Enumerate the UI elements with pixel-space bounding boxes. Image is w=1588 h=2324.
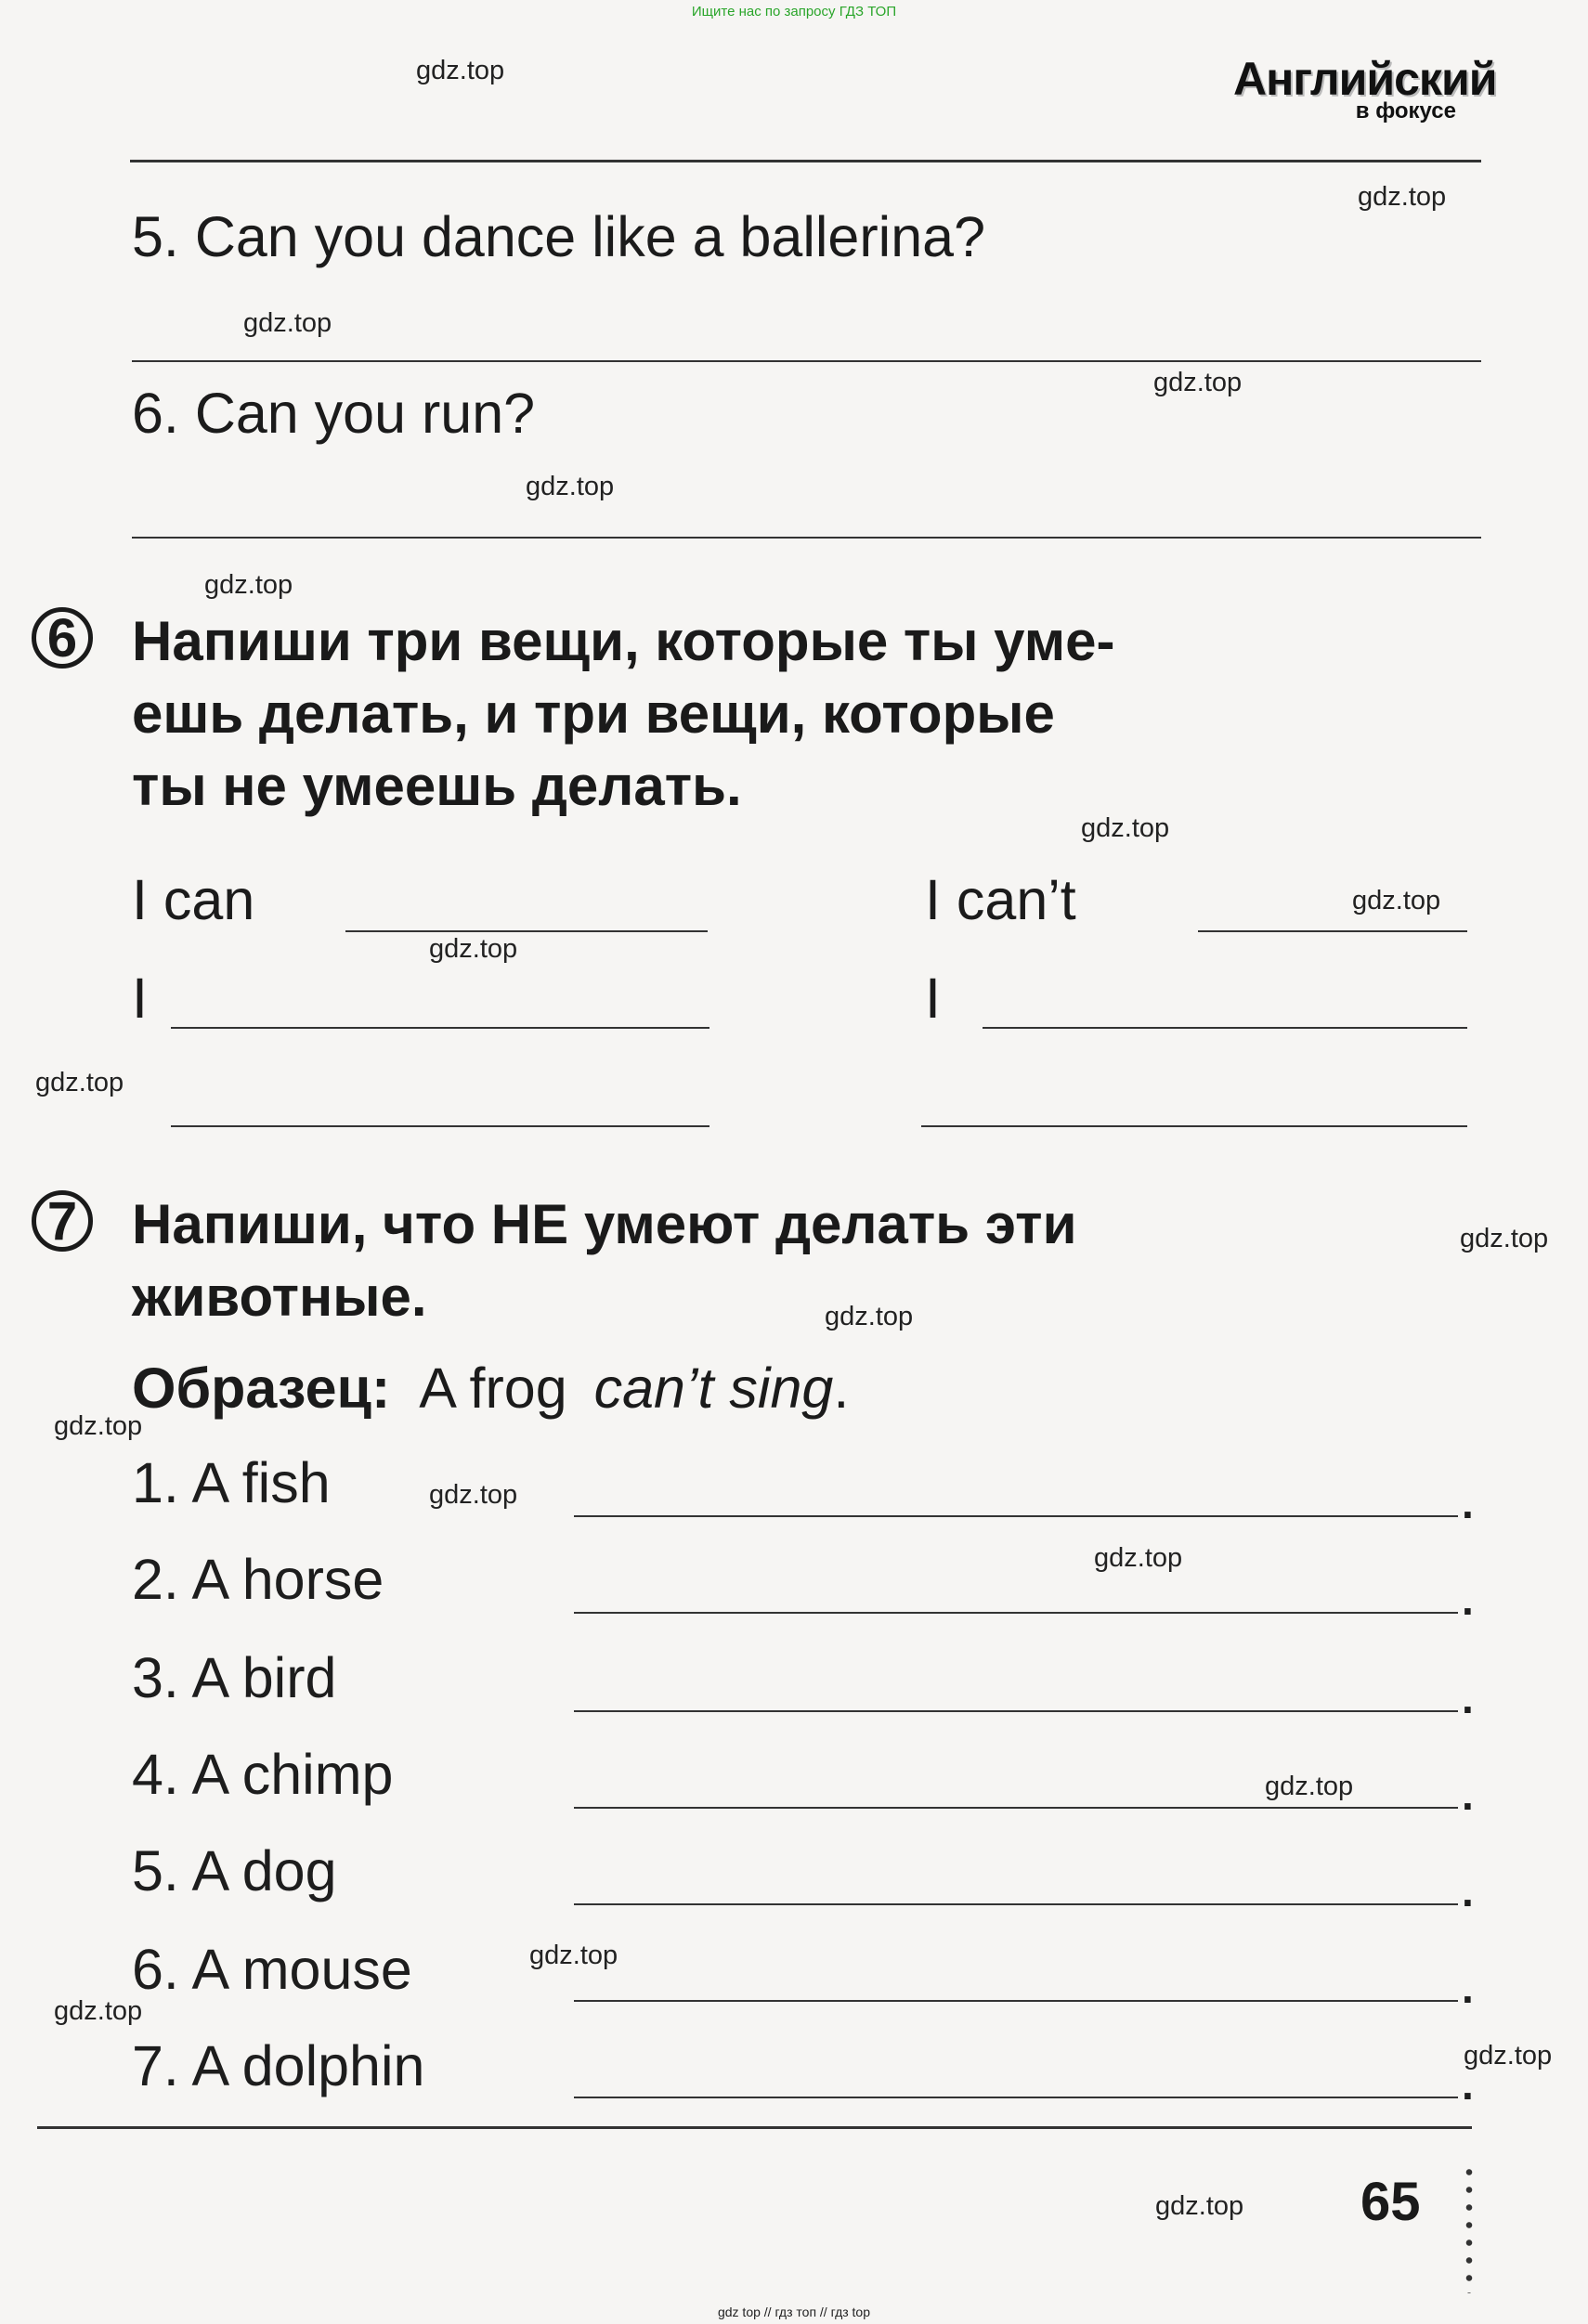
animal-answer-line-2 [574,1612,1458,1614]
watermark: gdz.top [529,1941,618,1970]
i-cant-label-2: I [925,967,941,1030]
watermark: gdz.top [429,934,518,964]
animal-item-7: 7. A dolphin [132,2034,425,2097]
animal-item-6: 6. A mouse [132,1938,412,2001]
watermark: gdz.top [1358,182,1447,212]
answer-line-q6 [132,537,1481,539]
page-edge-dots [1465,2163,1473,2293]
animal-period-7: . [1462,2060,1474,2109]
watermark: gdz.top [35,1068,124,1097]
textbook-logo [1233,53,1497,124]
animal-answer-line-5 [574,1903,1458,1905]
animal-period-2: . [1462,1576,1474,1624]
page-number: 65 [1360,2172,1421,2232]
animal-period-1: . [1462,1479,1474,1527]
i-can-label-2: I [132,967,148,1030]
animal-period-3: . [1462,1674,1474,1722]
question-6: 6. Can you run? [132,382,536,445]
watermark: gdz.top [54,1996,143,2026]
watermark: gdz.top [429,1480,518,1510]
logo-title: Английский [1233,53,1497,105]
animal-period-4: . [1462,1771,1474,1819]
i-cant-line-3 [921,1125,1467,1127]
example-period: . [833,1357,850,1420]
header-rule [130,160,1481,162]
animal-answer-line-3 [574,1710,1458,1712]
i-cant-line-1 [1198,930,1467,932]
task-6-number-badge [32,607,93,669]
watermark: gdz.top [243,308,332,338]
animal-answer-line-7 [574,2097,1458,2098]
example-label: Образец: [132,1357,391,1420]
task-7-number: 7 [46,1190,78,1252]
i-can-line-2 [171,1027,709,1029]
watermark: gdz.top [1265,1772,1354,1801]
task-7-line-2: животные. [132,1266,427,1328]
animal-answer-line-4 [574,1807,1458,1809]
watermark: gdz.top [54,1411,143,1441]
animal-answer-line-1 [574,1515,1458,1517]
logo-subtitle: в фокусе [1355,98,1456,123]
question-5: 5. Can you dance like a ballerina? [132,205,985,268]
animal-period-6: . [1462,1964,1474,2012]
task-7-example [132,1356,849,1421]
example-subject: A frog [419,1357,567,1420]
animal-answer-line-6 [574,2000,1458,2002]
task-6-line-2: ешь делать, и три вещи, которые [132,682,1055,745]
answer-line-q5 [132,360,1481,362]
watermark: gdz.top [1155,2191,1244,2221]
watermark: gdz.top [204,570,293,600]
watermark: gdz.top [1464,2041,1553,2071]
task-7-number-badge [32,1190,93,1252]
animal-item-1: 1. A fish [132,1451,331,1514]
watermark: gdz.top [416,56,505,85]
task-6-number: 6 [46,607,78,669]
animal-item-2: 2. A horse [132,1548,384,1611]
watermark: gdz.top [1081,813,1170,843]
watermark: gdz.top [1460,1224,1549,1253]
watermark: gdz.top [1153,368,1243,397]
i-can-line-3 [171,1125,709,1127]
top-search-note: Ищите нас по запросу ГДЗ ТОП [691,4,897,19]
bottom-footer-note: gdz top // гдз топ // гдз top [717,2305,871,2319]
i-cant-label: I can’t [925,868,1076,931]
i-can-line-1 [345,930,708,932]
task-6-instruction [132,605,1488,823]
task-6-line-1: Напиши три вещи, которые ты уме- [132,610,1115,672]
task-7-instruction [132,1188,1488,1333]
animal-period-5: . [1462,1867,1474,1915]
watermark: gdz.top [1352,886,1441,915]
example-answer: can’t sing [593,1357,834,1420]
watermark: gdz.top [1094,1543,1183,1573]
footer-rule [37,2126,1472,2129]
task-7-line-1: Напиши, что НЕ умеют делать эти [132,1193,1077,1255]
animal-item-3: 3. A bird [132,1646,337,1709]
animal-item-5: 5. A dog [132,1839,337,1902]
animal-item-4: 4. A chimp [132,1743,394,1806]
watermark: gdz.top [526,472,615,501]
watermark: gdz.top [825,1302,914,1331]
i-can-label: I can [132,868,255,931]
task-6-line-3: ты не умеешь делать. [132,755,742,817]
i-cant-line-2 [983,1027,1467,1029]
